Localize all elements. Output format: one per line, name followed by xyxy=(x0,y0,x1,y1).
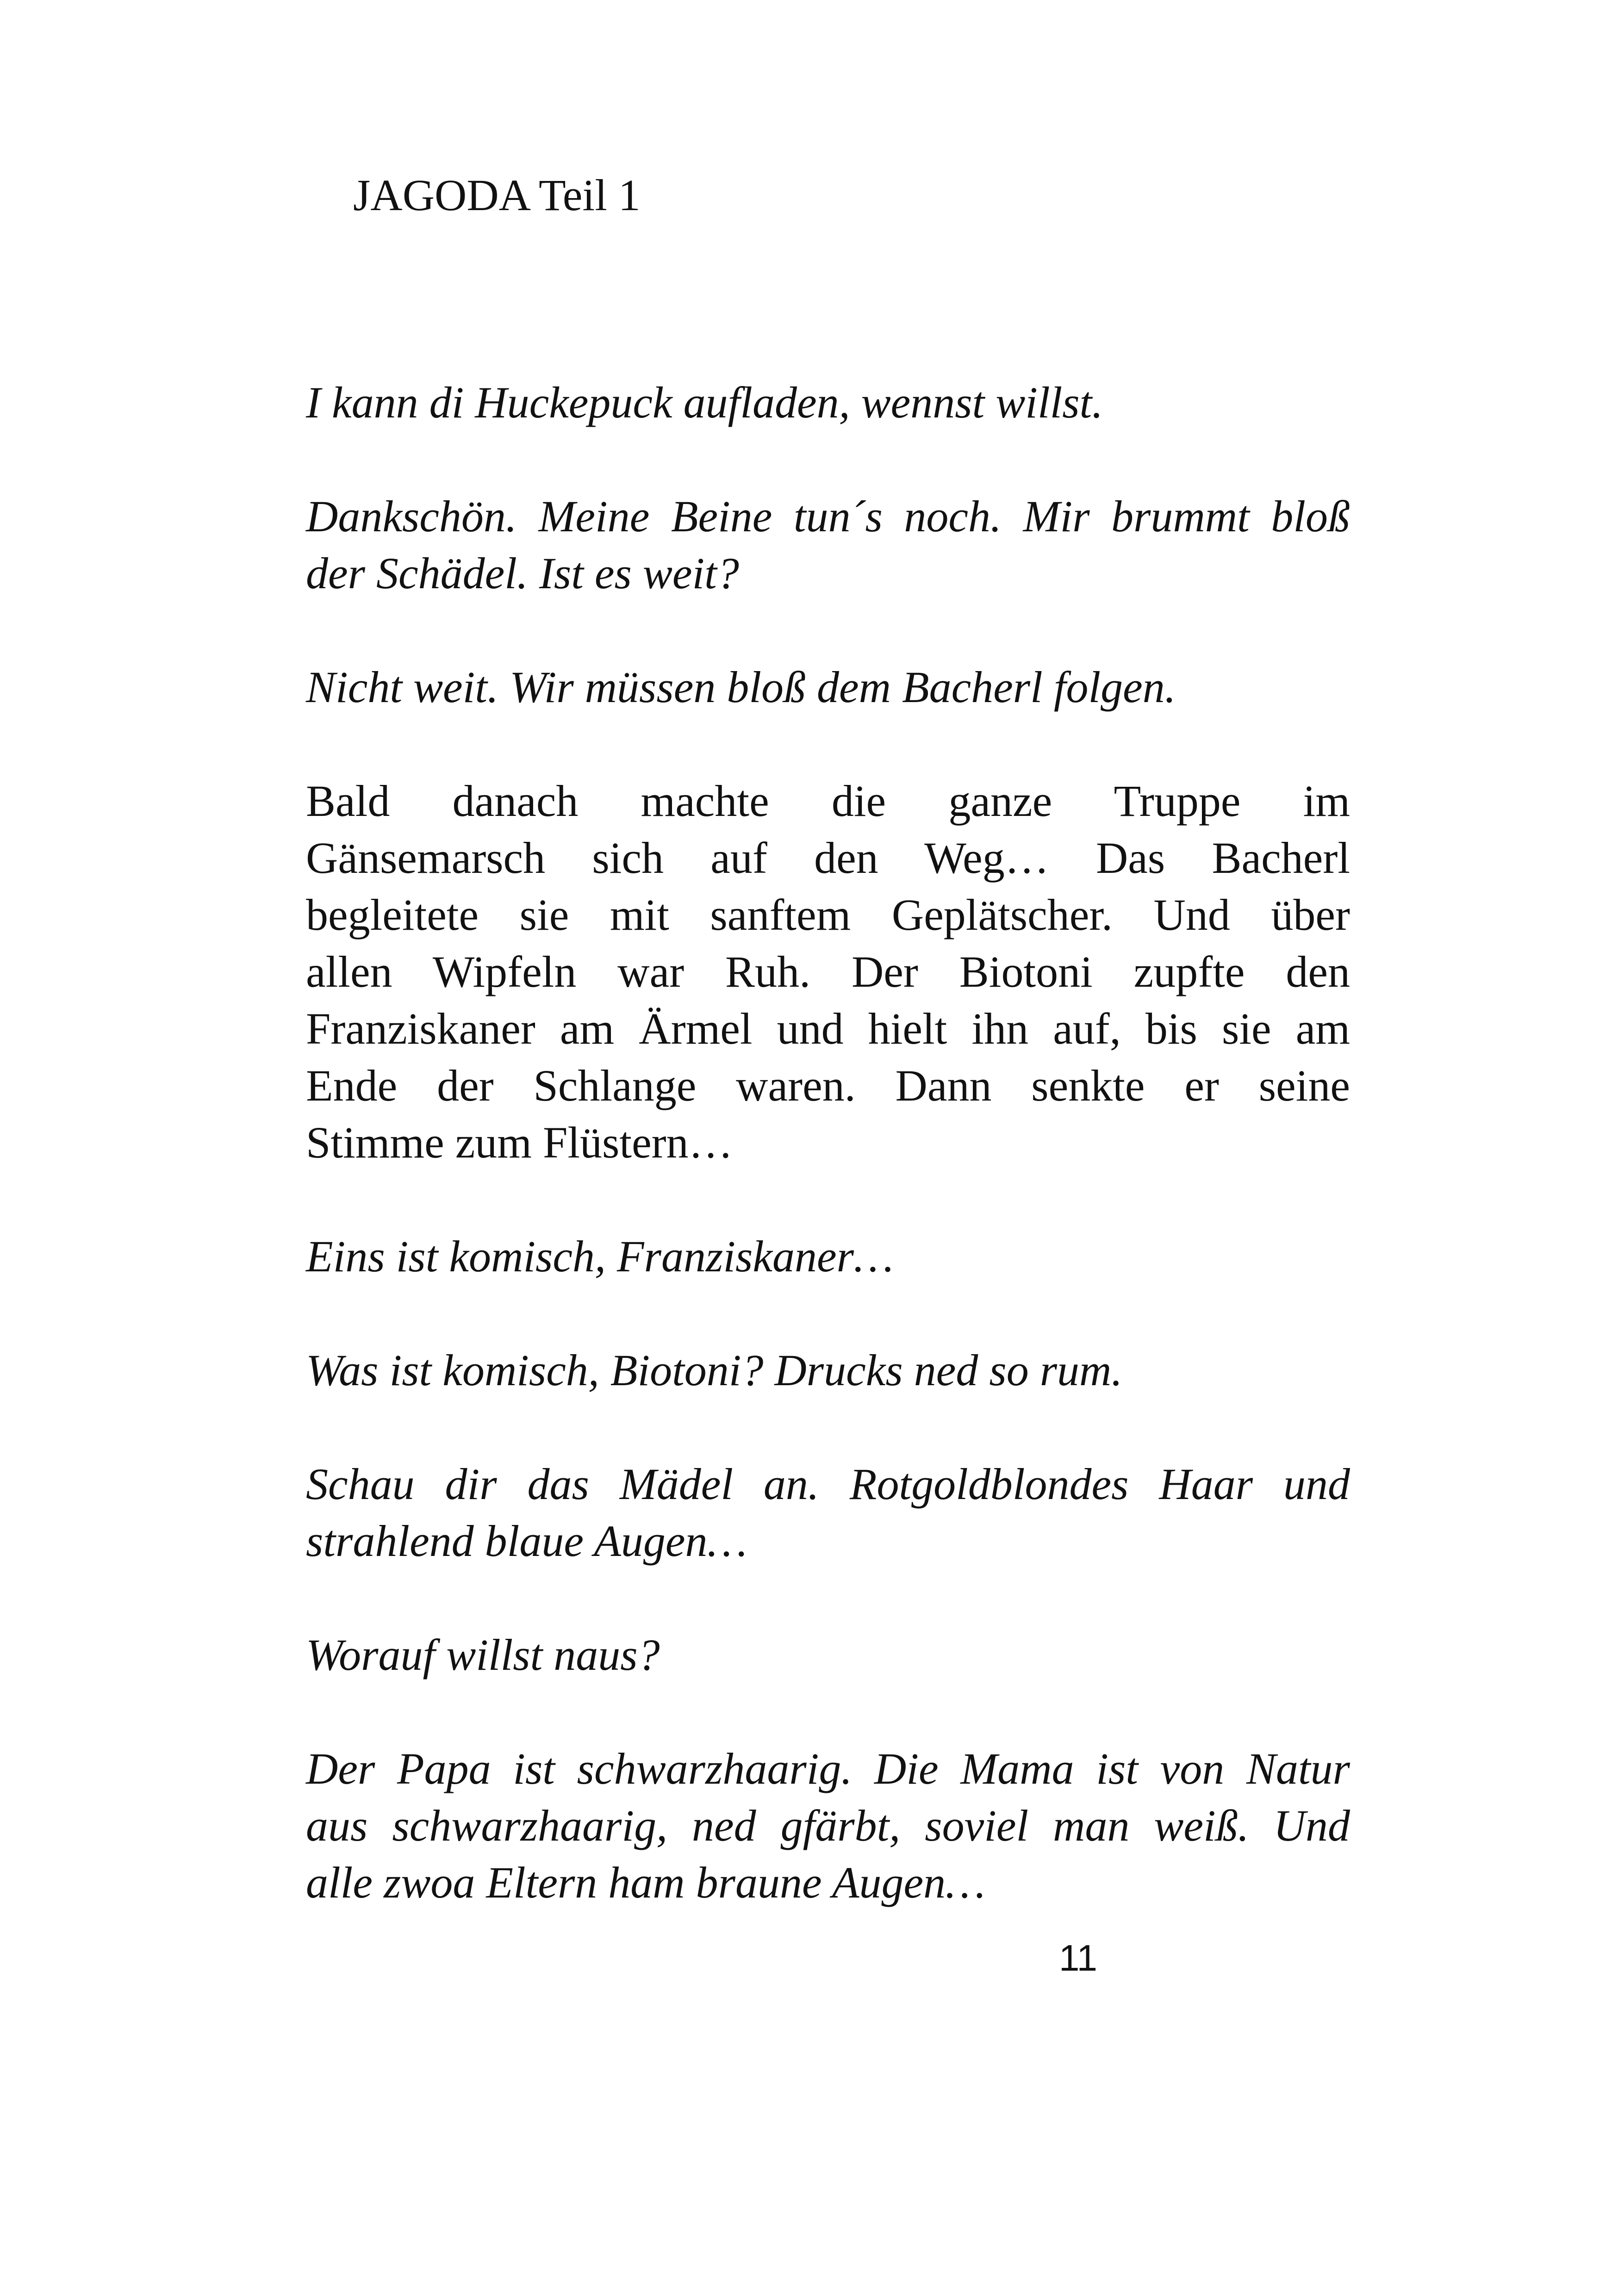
text-line: Gänsemarsch sich auf den Weg… Das Bacherl xyxy=(306,833,1350,883)
text-line: Der Papa ist schwarzhaarig. Die Mama ist von Natur xyxy=(306,1744,1350,1793)
text-line: Franziskaner am Ärmel und hielt ihn auf, bis sie am xyxy=(306,1004,1350,1053)
text-line: Bald danach machte die ganze Truppe im xyxy=(306,776,1350,826)
text-line: strahlend blaue Augen… xyxy=(306,1516,747,1566)
text-line: Stimme zum Flüstern… xyxy=(306,1118,733,1167)
dialogue-paragraph xyxy=(306,1740,1350,1911)
dialogue-paragraph xyxy=(306,1626,1350,1683)
text-line: Nicht weit. Wir müssen bloß dem Bacherl folgen. xyxy=(306,662,1176,712)
dialogue-paragraph xyxy=(306,1228,1350,1285)
text-line: alle zwoa Eltern ham braune Augen… xyxy=(306,1858,985,1907)
text-line: Ende der Schlange waren. Dann senkte er seine xyxy=(306,1061,1350,1110)
text-line: allen Wipfeln war Ruh. Der Biotoni zupfte den xyxy=(306,947,1350,996)
text-line: Eins ist komisch, Franziskaner… xyxy=(306,1232,894,1281)
dialogue-paragraph xyxy=(306,488,1350,602)
page-body xyxy=(306,374,1350,1911)
running-header: JAGODA Teil 1 xyxy=(353,170,641,220)
text-line: aus schwarzhaarig, ned gfärbt, soviel man weiß. Und xyxy=(306,1801,1350,1850)
dialogue-paragraph xyxy=(306,374,1350,431)
text-line: I kann di Huckepuck aufladen, wennst willst. xyxy=(306,378,1103,427)
dialogue-paragraph xyxy=(306,1342,1350,1399)
dialogue-paragraph xyxy=(306,659,1350,716)
text-line: Schau dir das Mädel an. Rotgoldblondes Haar und xyxy=(306,1459,1350,1509)
page-number: 11 xyxy=(1059,1937,1098,1979)
text-line: Dankschön. Meine Beine tun´s noch. Mir brummt bloß xyxy=(306,492,1350,541)
text-line: Worauf willst naus? xyxy=(306,1630,660,1680)
text-line: begleitete sie mit sanftem Geplätscher. Und über xyxy=(306,890,1350,940)
text-line: Was ist komisch, Biotoni? Drucks ned so rum. xyxy=(306,1345,1123,1395)
narrative-paragraph xyxy=(306,772,1350,1171)
text-line: der Schädel. Ist es weit? xyxy=(306,548,739,598)
dialogue-paragraph xyxy=(306,1456,1350,1569)
